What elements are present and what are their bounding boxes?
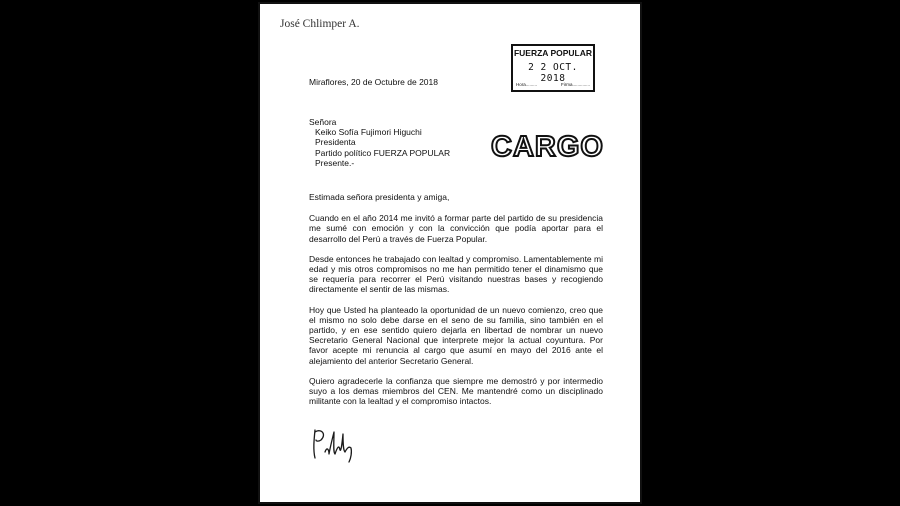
paragraph: Quiero agradecerle la confianza que siempre me demostró y por intermedio suyo a los demas miembros del CEN. Me mantendré como un disciplinado militante con la lealtad y el compromiso intactos. xyxy=(309,375,603,407)
cargo-stamp: CARGO xyxy=(491,131,604,163)
stamp-footer xyxy=(516,82,590,87)
recipient-line: Partido político FUERZA POPULAR xyxy=(315,147,451,158)
letterhead-name: José Chlimper A. xyxy=(280,18,360,30)
handwritten-signature-icon xyxy=(309,422,369,464)
salutation: Estimada señora presidenta y amiga, xyxy=(309,192,450,202)
paragraph: Hoy que Usted ha planteado la oportunidad de un nuevo comienzo, creo que el mismo no solo debe darse en el seno de su familia, sino también en el partido, y en ese sentido quiero dejarla en libertad de nombrar un nuevo Secretario General Nacional que interprete mejor la actual coyuntura. Por favor acepte mi renuncia al cargo que asumí en mayo del 2016 ante el alejamiento del anterior Secretario General. xyxy=(309,304,603,366)
recipient-line: Keiko Sofía Fujimori Higuchi xyxy=(315,127,422,138)
stamp-organization: FUERZA POPULAR xyxy=(513,48,593,58)
letter-page xyxy=(258,2,642,504)
paragraph: Desde entonces he trabajado con lealtad y compromiso. Lamentablemente mi edad y mis otros compromisos no me han permitido tener el dinamismo que se requería para recorrer el Perú visitando nuestras bases y recogiendo directamente el sentir de las mismas. xyxy=(309,253,603,295)
reception-stamp xyxy=(511,44,595,92)
stamp-date: 2 2 OCT. 2018 xyxy=(528,62,578,84)
paragraph: Cuando en el año 2014 me invitó a formar parte del partido de su presidencia me sumé con emoción y con la convicción que podía aportar para el desarrollo del Perú a través de Fuerza Popular. xyxy=(309,213,603,244)
recipient-block xyxy=(309,117,450,168)
recipient-line: Presente.- xyxy=(315,157,355,168)
stamp-firma: Firma.............. xyxy=(560,82,590,87)
place-date: Miraflores, 20 de Octubre de 2018 xyxy=(309,77,438,87)
recipient-line: Presidenta xyxy=(315,137,356,148)
stamp-hora: Hora......... xyxy=(516,82,538,87)
letter-body xyxy=(309,192,603,416)
recipient-line: Señora xyxy=(309,117,337,127)
